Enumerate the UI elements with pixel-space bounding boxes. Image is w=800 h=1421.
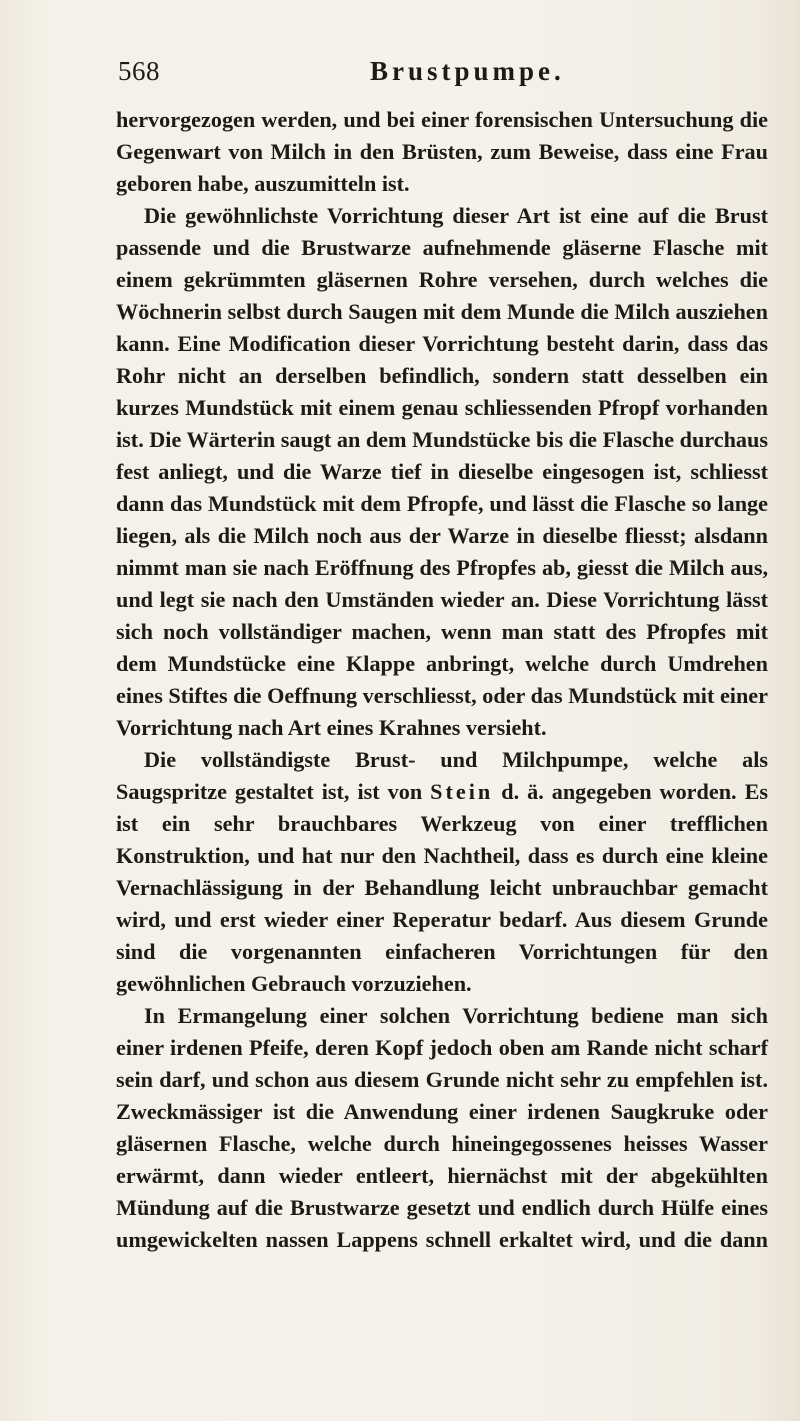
paragraph-3-start: Die vollständigste Brust- und Milchpumpe, welche als Saugspritze gestaltet ist, ist von bbox=[116, 747, 768, 804]
paragraph-3-end: d. ä. angegeben worden. Es ist ein sehr brauchbares Werkzeug von einer trefflichen Konstruktion, und hat nur den Nachtheil, dass es durch eine kleine Vernachlässigung in der Behandlung leicht unbrauchbar gemacht wird, und erst wieder einer Reperatur bedarf. Aus diesem Grunde sind die vorgenannten einfacheren Vorrichtungen für den gewöhnlichen Gebrauch vorzuziehen. bbox=[116, 779, 768, 996]
running-head: Brustpumpe. bbox=[370, 56, 565, 86]
paragraph-1: hervorgezogen werden, und bei einer forensischen Untersuchung die Gegenwart von Milch in den Brüsten, zum Beweise, dass eine Frau geboren habe, auszumitteln ist. bbox=[116, 107, 768, 196]
paragraph-4: In Ermangelung einer solchen Vorrichtung bediene man sich einer irdenen Pfeife, deren Kopf jedoch oben am Rande nicht scharf sein darf, und schon aus diesem Grunde nicht sehr zu empfehlen ist. Zweckmässiger ist die Anwendung einer irdenen Saugkruke oder gläsernen Flasche, welche durch hineingegossenes heisses Wasser erwärmt, dann wieder entleert, hiernächst mit der abgekühlten Mündung auf die Brustwarze gesetzt und endlich durch Hülfe eines umgewickelten nassen Lappens schnell erkaltet wird, und die dann bbox=[116, 1003, 768, 1252]
paragraph-3 bbox=[116, 744, 768, 1000]
paragraph-2: Die gewöhnlichste Vorrichtung dieser Art ist eine auf die Brust passende und die Brustwarze aufnehmende gläserne Flasche mit einem gekrümmten gläsernen Rohre versehen, durch welches die Wöchnerin selbst durch Saugen mit dem Munde die Milch ausziehen kann. Eine Modification dieser Vorrichtung besteht darin, dass das Rohr nicht an derselben befindlich, sondern statt desselben ein kurzes Mundstück mit einem genau schliessenden Pfropf vorhanden ist. Die Wärterin saugt an dem Mundstücke bis die Flasche durchaus fest anliegt, und die Warze tief in dieselbe eingesogen ist, schliesst dann das Mundstück mit dem Pfropfe, und lässt die Flasche so lange liegen, als die Milch noch aus der Warze in dieselbe fliesst; alsdann nimmt man sie nach Eröffnung des Pfropfes ab, giesst die Milch aus, und legt sie nach den Umständen wieder an. Diese Vorrichtung lässt sich noch vollständiger machen, wenn man statt des Pfropfes mit dem Mundstücke eine Klappe anbringt, welche durch Umdrehen eines Stiftes die Oeffnung verschliesst, oder das Mundstück mit einer Vorrichtung nach Art eines Krahnes versieht. bbox=[116, 203, 768, 740]
page-header bbox=[118, 56, 768, 96]
body-text bbox=[116, 104, 768, 1256]
page-number: 568 bbox=[118, 56, 160, 86]
author-name-stein: Stein bbox=[430, 779, 494, 804]
